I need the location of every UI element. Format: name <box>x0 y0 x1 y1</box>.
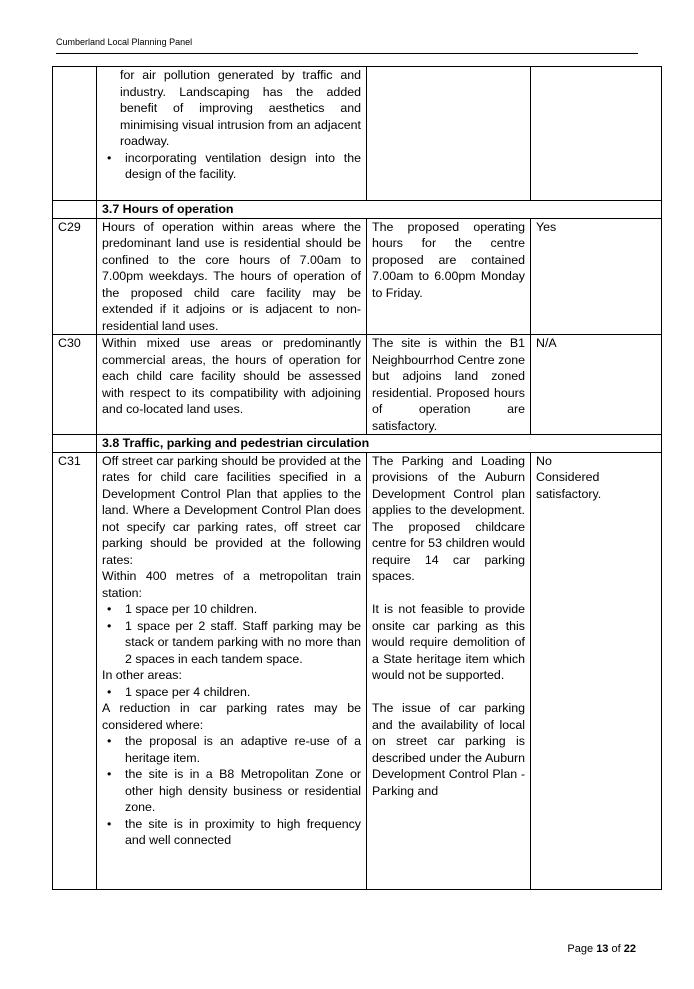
list-item: • incorporating ventilation design into the design of the facility. <box>102 150 361 183</box>
other-bullets <box>102 684 361 701</box>
compliance-line: Considered satisfactory. <box>536 470 602 501</box>
control-text: Within mixed use areas or predominantly commercial areas, the hours of operation for each child care facility should be assessed with respect to its compatibility with adjoining and co-located land uses. <box>97 335 367 435</box>
control-id: C31 <box>53 452 97 889</box>
section-row-3-8 <box>53 435 662 453</box>
control-id: C29 <box>53 218 97 335</box>
compliance-text <box>531 452 662 889</box>
continued-text: for air pollution generated by traffic and industry. Landscaping has the added benefit of improving aesthetics and minimising visual intrusion from an adjacent roadway. <box>120 68 361 148</box>
table-row-c29 <box>53 218 662 335</box>
section-row-3-7 <box>53 201 662 219</box>
continued-bullets <box>102 150 361 183</box>
document-header: Cumberland Local Planning Panel <box>56 37 193 47</box>
other-label: In other areas: <box>102 668 182 682</box>
continued-control <box>97 67 367 201</box>
compliance-text: N/A <box>531 335 662 435</box>
reduction-bullets <box>102 733 361 849</box>
page-label: Page <box>567 943 594 955</box>
comment-paragraph: The issue of car parking and the availability of local on street car parking is described under the Auburn Development Control Plan - Parking and <box>372 701 525 798</box>
within-label: Within 400 metres of a metropolitan train station: <box>102 569 361 600</box>
comment-paragraph: The Parking and Loading provisions of the Auburn Development Control plan applies to the development. The proposed childcare centre for 53 children would require 14 car parking spaces. <box>372 453 525 583</box>
compliance-text: Yes <box>531 218 662 335</box>
control-id: C30 <box>53 335 97 435</box>
within-bullets <box>102 601 361 667</box>
controls-table <box>52 66 662 890</box>
page-total: 22 <box>623 943 636 955</box>
control-text <box>97 452 367 889</box>
comment-text: The proposed operating hours for the centre proposed are contained 7.00am to 6.00pm Monday to Friday. <box>367 218 531 335</box>
comment-text: The site is within the B1 Neighbourrhod Centre zone but adjoins land zoned residential. Proposed hours of operation are satisfactory. <box>367 335 531 435</box>
list-item: • 1 space per 10 children. <box>102 601 361 618</box>
reduction-label: A reduction in car parking rates may be considered where: <box>102 701 361 732</box>
list-item: • the proposal is an adaptive re-use of a heritage item. <box>102 733 361 766</box>
control-text: Hours of operation within areas where the predominant land use is residential should be confined to the core hours of 7.00am to 7.00pm weekdays. The hours of operation of the proposed child care facility may be extended if it adjoins or is adjacent to non-residential land uses. <box>97 218 367 335</box>
section-heading-hours: 3.7 Hours of operation <box>97 201 662 219</box>
compliance-line: No <box>536 453 552 468</box>
comment-text <box>367 452 531 889</box>
control-intro: Off street car parking should be provided at the rates for child care facilities specified in a Development Control Plan that applies to the land. Where a Development Control Plan does not specify car parking rates, off street car parking should be provided at the following rates: <box>102 453 361 567</box>
table-row-continued <box>53 67 662 201</box>
table-row-c30 <box>53 335 662 435</box>
list-item: • the site is in a B8 Metropolitan Zone or other high density business or residential zone. <box>102 766 361 816</box>
page-of-label: of <box>611 943 621 955</box>
list-item: • the site is in proximity to high frequency and well connected <box>102 816 361 849</box>
header-rule <box>56 53 638 54</box>
comment-paragraph: It is not feasible to provide onsite car parking as this would require demolition of a State heritage item which would not be supported. <box>372 602 525 682</box>
page-number <box>567 943 636 955</box>
section-heading-traffic: 3.8 Traffic, parking and pedestrian circulation <box>97 435 662 453</box>
page-current: 13 <box>596 943 609 955</box>
list-item: • 1 space per 2 staff. Staff parking may be stack or tandem parking with no more than 2 spaces in each tandem space. <box>102 618 361 668</box>
list-item: • 1 space per 4 children. <box>102 684 361 701</box>
table-row-c31 <box>53 452 662 889</box>
